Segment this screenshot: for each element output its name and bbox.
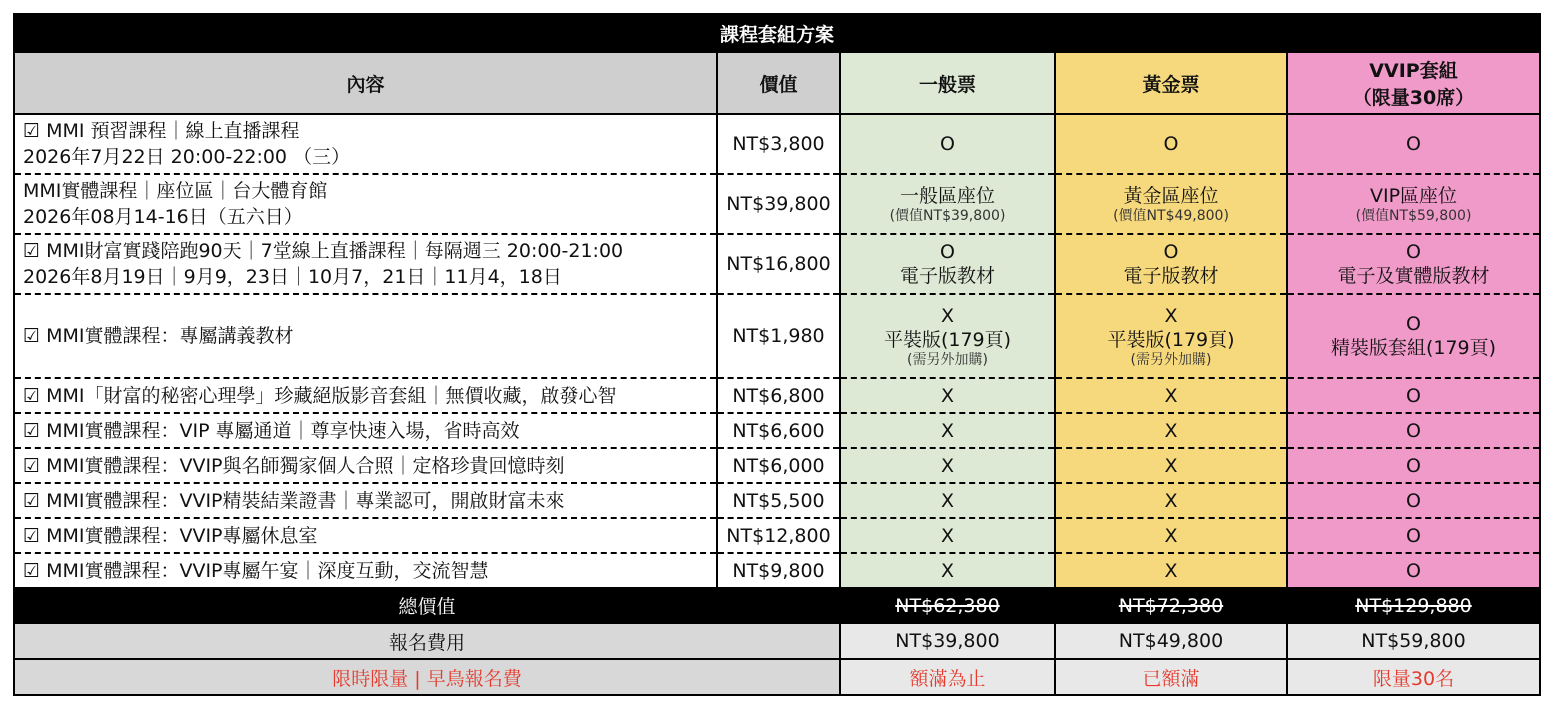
status-gold: 已額滿 xyxy=(1055,659,1287,695)
gold-material: 電子版教材 xyxy=(1123,265,1219,287)
value-cell: NT$1,980 xyxy=(717,294,840,378)
vvip-cell xyxy=(1287,294,1540,378)
general-cell: O xyxy=(840,114,1055,174)
gold-material: 平裝版(179頁) xyxy=(1107,329,1235,351)
value-cell: NT$5,500 xyxy=(717,483,840,518)
header-value: 價值 xyxy=(717,52,840,114)
fee-gold: NT$49,800 xyxy=(1055,623,1287,659)
vvip-mark: O xyxy=(1406,241,1421,263)
gold-cell: X xyxy=(1055,413,1287,448)
vvip-cell xyxy=(1287,234,1540,294)
general-cell xyxy=(840,294,1055,378)
vvip-mark: O xyxy=(1406,313,1421,335)
vvip-cell: O xyxy=(1287,413,1540,448)
general-cell: X xyxy=(840,448,1055,483)
vvip-cell: O xyxy=(1287,518,1540,553)
item-line1: ☑ MMI實體課程：專屬講義教材 xyxy=(23,325,294,347)
gold-seat-value: (價值NT$49,800) xyxy=(1113,208,1229,224)
fee-vvip: NT$59,800 xyxy=(1287,623,1540,659)
gold-addon-note: (需另外加購) xyxy=(1130,352,1212,368)
item-line1: ☑ MMI 預習課程｜線上直播課程 xyxy=(23,120,300,142)
general-cell xyxy=(840,174,1055,234)
general-mark: O xyxy=(940,241,955,263)
value-cell: NT$6,800 xyxy=(717,378,840,413)
header-content: 內容 xyxy=(14,52,717,114)
item-cell: ☑ MMI實體課程：VVIP專屬午宴｜深度互動，交流智慧 xyxy=(14,553,717,588)
general-material: 平裝版(179頁) xyxy=(883,329,1012,351)
gold-mark: O xyxy=(1163,241,1179,263)
total-value-gold xyxy=(1055,588,1287,623)
general-cell: X xyxy=(840,483,1055,518)
item-line2: 2026年7月22日 20:00-22:00 （三） xyxy=(23,146,351,168)
header-general-ticket: 一般票 xyxy=(840,52,1055,114)
value-cell: NT$9,800 xyxy=(717,553,840,588)
table-title: 課程套組方案 xyxy=(14,14,1540,52)
gold-cell: O xyxy=(1055,114,1287,174)
general-cell: X xyxy=(840,378,1055,413)
vvip-seat: VIP區座位 xyxy=(1369,185,1458,207)
general-seat-value: (價值NT$39,800) xyxy=(889,208,1006,224)
item-cell xyxy=(14,294,717,378)
fee-general: NT$39,800 xyxy=(840,623,1055,659)
vvip-seat-value: (價值NT$59,800) xyxy=(1355,208,1472,224)
item-cell xyxy=(14,174,717,234)
item-cell: ☑ MMI實體課程：VIP 專屬通道｜尊享快速入場，省時高效 xyxy=(14,413,717,448)
header-vvip-package xyxy=(1287,52,1540,114)
gold-cell: X xyxy=(1055,553,1287,588)
gold-cell: X xyxy=(1055,378,1287,413)
item-cell: ☑ MMI實體課程：VVIP專屬休息室 xyxy=(14,518,717,553)
title-row xyxy=(14,14,1540,52)
general-seat: 一般區座位 xyxy=(899,185,995,207)
item-cell: ☑ MMI「財富的秘密心理學」珍藏絕版影音套組｜無價收藏，啟發心智 xyxy=(14,378,717,413)
registration-fee-label: 報名費用 xyxy=(14,623,840,659)
registration-fee-row xyxy=(14,623,1540,659)
total-value-label: 總價值 xyxy=(14,588,840,623)
item-cell xyxy=(14,114,717,174)
vvip-cell xyxy=(1287,174,1540,234)
total-general-amount: NT$62,380 xyxy=(895,594,1000,617)
gold-cell xyxy=(1055,294,1287,378)
vvip-cell: O xyxy=(1287,483,1540,518)
vvip-material: 精裝版套組(179頁) xyxy=(1330,337,1497,359)
general-cell: X xyxy=(840,553,1055,588)
gold-cell: X xyxy=(1055,483,1287,518)
vvip-material: 電子及實體版教材 xyxy=(1337,265,1490,287)
value-cell: NT$12,800 xyxy=(717,518,840,553)
item-cell: ☑ MMI實體課程：VVIP精裝結業證書｜專業認可，開啟財富未來 xyxy=(14,483,717,518)
table-row xyxy=(14,174,1540,234)
gold-cell xyxy=(1055,174,1287,234)
item-line2: 2026年8月19日｜9月9，23日｜10月7，21日｜11月4，18日 xyxy=(23,266,562,288)
vvip-cell: O xyxy=(1287,553,1540,588)
item-line1: ☑ MMI財富實踐陪跑90天｜7堂線上直播課程｜每隔週三 20:00-21:00 xyxy=(23,240,624,262)
general-material: 電子版教材 xyxy=(899,265,995,287)
table-row xyxy=(14,413,1540,448)
gold-cell xyxy=(1055,234,1287,294)
table-row xyxy=(14,294,1540,378)
general-cell: X xyxy=(840,518,1055,553)
gold-mark: X xyxy=(1164,305,1178,327)
vvip-cell: O xyxy=(1287,114,1540,174)
table-row xyxy=(14,234,1540,294)
general-addon-note: (需另外加購) xyxy=(907,352,988,368)
gold-seat: 黃金區座位 xyxy=(1123,185,1219,207)
table-row xyxy=(14,518,1540,553)
general-cell xyxy=(840,234,1055,294)
value-cell: NT$39,800 xyxy=(717,174,840,234)
general-mark: X xyxy=(940,305,955,327)
item-cell: ☑ MMI實體課程：VVIP與名師獨家個人合照｜定格珍貴回憶時刻 xyxy=(14,448,717,483)
course-package-table xyxy=(13,13,1541,696)
total-vvip-amount: NT$129,880 xyxy=(1355,594,1472,617)
header-vvip-line2: （限量30席） xyxy=(1352,87,1475,109)
vvip-cell: O xyxy=(1287,378,1540,413)
early-bird-label: 限時限量 | 早鳥報名費 xyxy=(14,659,840,695)
header-vvip-line1: VVIP套組 xyxy=(1369,60,1458,82)
vvip-cell: O xyxy=(1287,448,1540,483)
total-value-row xyxy=(14,588,1540,623)
gold-cell: X xyxy=(1055,448,1287,483)
header-gold-ticket: 黃金票 xyxy=(1055,52,1287,114)
total-value-vvip xyxy=(1287,588,1540,623)
table-row xyxy=(14,553,1540,588)
value-cell: NT$3,800 xyxy=(717,114,840,174)
table-row xyxy=(14,378,1540,413)
table-row xyxy=(14,483,1540,518)
value-cell: NT$6,600 xyxy=(717,413,840,448)
total-gold-amount: NT$72,380 xyxy=(1118,594,1224,617)
early-bird-row xyxy=(14,659,1540,695)
course-package-table-wrapper xyxy=(13,13,1539,696)
table-row xyxy=(14,448,1540,483)
value-cell: NT$6,000 xyxy=(717,448,840,483)
status-vvip: 限量30名 xyxy=(1287,659,1540,695)
header-row xyxy=(14,52,1540,114)
item-line2: 2026年08月14-16日（五六日） xyxy=(23,206,303,228)
general-cell: X xyxy=(840,413,1055,448)
value-cell: NT$16,800 xyxy=(717,234,840,294)
table-row xyxy=(14,114,1540,174)
gold-cell: X xyxy=(1055,518,1287,553)
status-general: 額滿為止 xyxy=(840,659,1055,695)
item-cell xyxy=(14,234,717,294)
total-value-general xyxy=(840,588,1055,623)
item-line1: MMI實體課程｜座位區｜台大體育館 xyxy=(23,180,328,202)
